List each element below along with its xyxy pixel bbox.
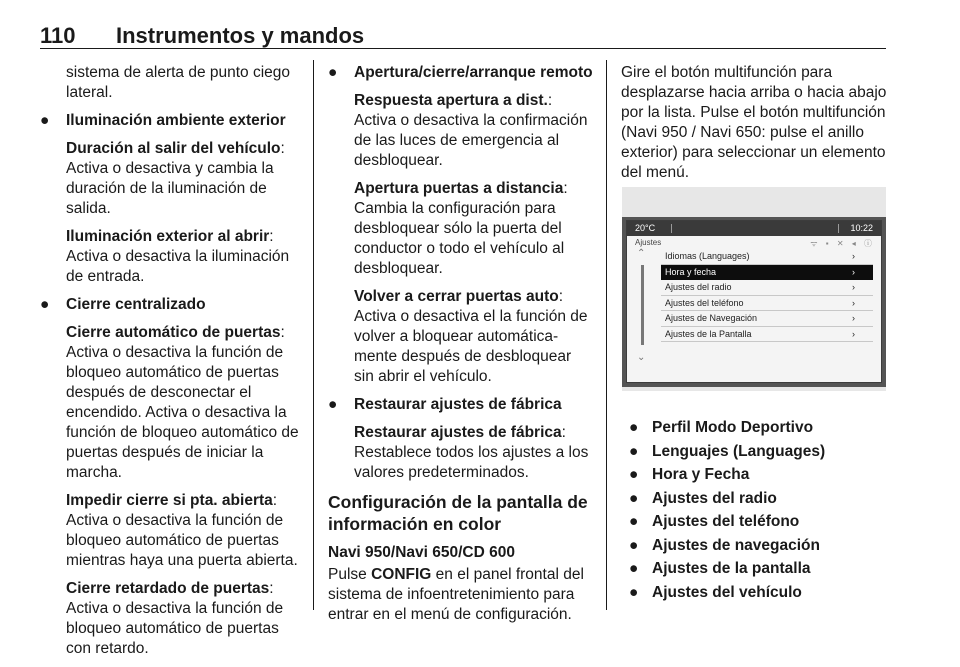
temperature-readout: 20°C xyxy=(635,223,656,233)
menu-item[interactable] xyxy=(661,265,873,281)
setting-label: Cierre retardado de puertas xyxy=(66,580,270,597)
setting-label: Respuesta apertura a dist. xyxy=(354,92,548,109)
clock-readout: 10:22 xyxy=(850,223,873,233)
bullet-dot: ● xyxy=(629,419,639,436)
status-icons: ᯤ ▪ ✕ ◂ ⓘ xyxy=(810,239,875,248)
menu-item[interactable] xyxy=(661,311,873,327)
bullet-dot: ● xyxy=(40,296,50,313)
setting-description: Apertura puertas a distancia: Cambia la configuración para desbloquear sólo la puerta del conductor o todo el vehículo al desbloquear. xyxy=(354,180,568,277)
list-item xyxy=(621,559,889,583)
list-item xyxy=(621,536,889,560)
page-number: 110 xyxy=(40,23,76,48)
scroll-down-icon: ⌄ xyxy=(637,352,646,363)
list-item-label: Lenguajes (Languages) xyxy=(652,442,826,460)
bullet-item xyxy=(40,295,302,315)
menu-item-label: Ajustes del radio xyxy=(665,282,732,292)
chevron-right-icon: › xyxy=(852,297,855,308)
bullet-list xyxy=(621,418,889,606)
display-screen xyxy=(626,220,882,383)
paragraph xyxy=(328,565,594,625)
chevron-right-icon: › xyxy=(852,266,855,277)
menu-item-label: Ajustes del teléfono xyxy=(665,297,744,308)
scroll-up-icon: ⌃ xyxy=(637,248,646,259)
list-item-label: Ajustes del radio xyxy=(652,489,777,507)
chevron-right-icon: › xyxy=(852,251,855,261)
scrollbar xyxy=(641,265,644,345)
intro-text: sistema de alerta de punto ciego lateral. xyxy=(66,64,291,101)
subheading: Navi 950/Navi 650/CD 600 xyxy=(328,544,515,561)
list-item-label: Ajustes del teléfono xyxy=(652,513,800,530)
column-1 xyxy=(40,63,302,667)
setting-label: Iluminación exterior al abrir xyxy=(66,228,270,245)
section-heading: Configuración de la pantalla de información en color xyxy=(328,492,588,534)
bullet-dot: ● xyxy=(328,396,338,413)
setting-text: Activa o desactiva y cambia la duración de la iluminación de salida. xyxy=(66,160,274,217)
bullet-item xyxy=(328,395,594,415)
bullet-item xyxy=(40,111,302,131)
setting-text: Activa o desactiva el la función de volver a bloquear automáticamente después de desbloquear sin abrir el vehículo. xyxy=(354,308,588,385)
setting-label: Cierre automático de puertas xyxy=(66,324,281,341)
display-bezel xyxy=(622,217,886,387)
bullet-title: Apertura/cierre/arranque remoto xyxy=(354,64,593,81)
menu-item[interactable] xyxy=(661,327,873,343)
config-keyword: CONFIG xyxy=(371,566,432,583)
menu-item-label: Idiomas (Languages) xyxy=(665,251,750,261)
list-item-label: Ajustes de la pantalla xyxy=(652,560,811,577)
list-item-label: Ajustes del vehículo xyxy=(652,583,802,601)
column-divider xyxy=(313,60,314,610)
menu-item[interactable] xyxy=(661,296,873,312)
bullet-dot: ● xyxy=(629,560,639,577)
menu-item-label: Ajustes de Navegación xyxy=(665,313,758,323)
bullet-dot: ● xyxy=(629,536,639,554)
list-item xyxy=(621,583,889,607)
intro-text: Gire el botón multifunción para desplazarse hacia arriba o hacia abajo por la lista. Pulse el botón multifunción (Navi 950 / Navi 650: pulse el anillo exterior) para seleccionar un elemento del menú. xyxy=(621,64,887,181)
setting-text: Activa o desactiva la iluminación de entrada. xyxy=(66,248,290,285)
setting-text: Activa o desactiva la función de bloqueo automático de puertas después de desconectar el encendido. Activa o desactiva la función de bloqueo automático de puertas después de iniciar la marcha. xyxy=(66,344,299,481)
list-item xyxy=(621,465,889,489)
para-text: Pulse xyxy=(328,566,372,583)
chevron-right-icon: › xyxy=(852,313,855,323)
list-item xyxy=(621,418,889,442)
column-2 xyxy=(328,63,594,625)
list-item xyxy=(621,442,889,466)
page-title: Instrumentos y mandos xyxy=(116,23,365,48)
setting-description: Iluminación exterior al abrir: Activa o desactiva la iluminación de entrada. xyxy=(66,228,290,285)
setting-description: Cierre retardado de puertas: Activa o desactiva la función de bloqueo automático de puertas con retardo. xyxy=(66,580,284,657)
status-bar xyxy=(627,221,881,236)
chevron-right-icon: › xyxy=(852,282,855,292)
setting-text: Activa o desactiva la función de bloqueo automático de puertas con retardo. xyxy=(66,600,284,657)
list-item-label: Ajustes de navegación xyxy=(652,536,820,554)
bullet-item xyxy=(328,63,594,83)
setting-description: Cierre automático de puertas: Activa o desactiva la función de bloqueo automático de puertas después de desconectar el encendido. Activa o desactiva la función de bloqueo automático de puertas después de iniciar la marcha. xyxy=(66,324,299,481)
settings-screen-illustration xyxy=(622,187,886,391)
bullet-dot: ● xyxy=(629,489,639,507)
bullet-dot: ● xyxy=(629,442,639,460)
menu-item[interactable] xyxy=(661,249,873,265)
menu-item-label: Hora y fecha xyxy=(665,266,717,277)
setting-description: Respuesta apertura a dist.: Activa o desactiva la confirmación de las luces de emergencia al desbloquear. xyxy=(354,92,588,169)
page-header xyxy=(40,14,886,49)
setting-label: Duración al salir del vehículo xyxy=(66,140,281,157)
list-item xyxy=(621,489,889,513)
setting-label: Volver a cerrar puertas auto xyxy=(354,288,559,305)
menu-item-label: Ajustes de la Pantalla xyxy=(665,328,752,339)
bullet-title: Restaurar ajustes de fábrica xyxy=(354,396,562,413)
setting-label: Impedir cierre si pta. abierta xyxy=(66,492,273,509)
setting-text: Restablece todos los ajustes a los valores predeterminados. xyxy=(354,444,589,481)
setting-description: Restaurar ajustes de fábrica: Restablece todos los ajustes a los valores predeterminados. xyxy=(354,424,589,481)
column-3 xyxy=(621,63,889,183)
bullet-dot: ● xyxy=(328,64,338,81)
screen-title: Ajustes xyxy=(635,238,662,247)
para-text: en el panel frontal del sistema de infoentretenimiento para entrar en el menú de configuración. xyxy=(328,566,584,623)
settings-list xyxy=(621,406,889,606)
settings-menu xyxy=(661,249,873,342)
setting-text: Cambia la configuración para desbloquear sólo la puerta del conductor o todo el vehículo al desbloquear. xyxy=(354,200,565,277)
bullet-dot: ● xyxy=(629,583,639,601)
setting-description: Volver a cerrar puertas auto: Activa o desactiva el la función de volver a bloquear automáticamente después de desbloquear sin abrir el vehículo. xyxy=(354,288,588,385)
setting-text: Activa o desactiva la función de bloqueo automático de puertas mientras haya una puerta abierta. xyxy=(66,512,298,569)
setting-label: Restaurar ajustes de fábrica xyxy=(354,424,562,441)
list-item-label: Perfil Modo Deportivo xyxy=(652,419,814,436)
menu-item[interactable] xyxy=(661,280,873,296)
column-divider xyxy=(606,60,607,610)
divider xyxy=(838,224,839,233)
bullet-title: Iluminación ambiente exterior xyxy=(66,112,286,129)
divider xyxy=(671,224,672,233)
setting-text: Activa o desactiva la confirmación de las luces de emergencia al desbloquear. xyxy=(354,112,588,169)
setting-label: Apertura puertas a distancia xyxy=(354,180,564,197)
bullet-dot: ● xyxy=(629,466,639,483)
chevron-right-icon: › xyxy=(852,328,855,339)
bullet-title: Cierre centralizado xyxy=(66,296,206,313)
setting-description: Impedir cierre si pta. abierta: Activa o desactiva la función de bloqueo automático de puertas mientras haya una puerta abierta. xyxy=(66,492,298,569)
setting-description: Duración al salir del vehículo: Activa o desactiva y cambia la duración de la iluminación de salida. xyxy=(66,140,285,217)
bullet-dot: ● xyxy=(629,513,639,530)
list-item xyxy=(621,512,889,536)
list-item-label: Hora y Fecha xyxy=(652,466,750,483)
bullet-dot: ● xyxy=(40,112,50,129)
